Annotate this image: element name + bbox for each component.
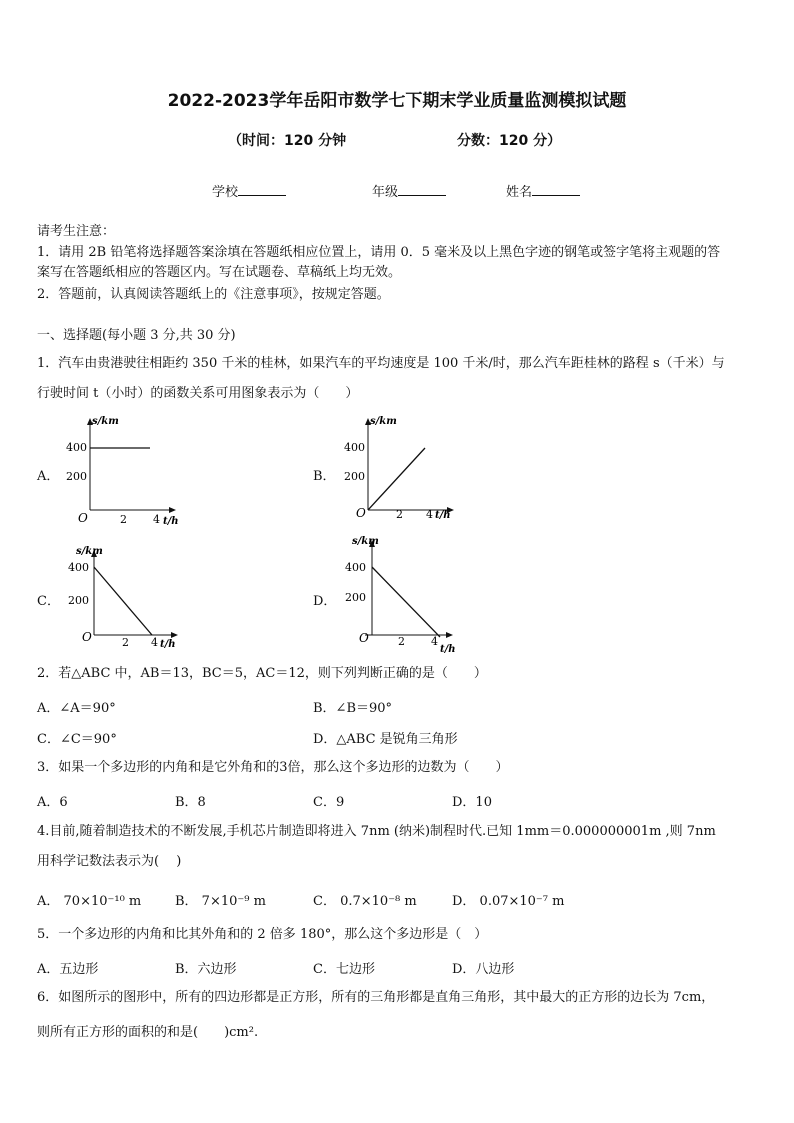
q4-option-a: A． 70×10⁻¹⁰ m [37,894,142,909]
graph-d-y200: 200 [345,591,366,604]
q2-option-c: C．∠C＝90° [37,732,117,747]
q4-text-2: 用科学记数法表示为( ) [37,854,182,869]
q1-option-d-label: D． [313,594,337,609]
q5-option-c: C．七边形 [313,962,375,977]
q1-text-1: 1．汽车由贵港驶往相距约 350 千米的桂林，如果汽车的平均速度是 100 千米/时，那么汽车距桂林的路程 s（千米）与 [37,356,725,371]
page-title: 2022-2023学年岳阳市数学七下期末学业质量监测模拟试题 [167,91,627,111]
graph-b-origin: O [356,506,366,520]
q2-text: 2．若△ABC 中，AB＝13，BC＝5，AC＝12，则下列判断正确的是（ ） [37,666,487,681]
q5-option-a: A．五边形 [37,962,99,977]
q3-option-c: C．9 [313,795,345,810]
graph-b-xlabel: t/h [435,510,451,521]
q6-text-2: 则所有正方形的面积的和是( )cm². [37,1025,259,1040]
q1-option-b-label: B． [313,469,336,484]
q1-option-c-label: C． [37,594,60,609]
notice-line-1: 1．请用 2B 铅笔将选择题答案涂填在答题纸相应位置上，请用 0．5 毫米及以上黑色字迹的钢笔或签字笔将主观题的答 [37,245,721,260]
graph-b [338,410,468,530]
graph-c-x2: 2 [122,636,129,649]
q1-text-2: 行驶时间 t（小时）的函数关系可用图象表示为（ ） [37,386,359,401]
q6-text-1: 6．如图所示的图形中，所有的四边形都是正方形，所有的三角形都是直角三角形，其中最大的正方形的边长为 7cm， [37,990,715,1005]
school-field: 学校 [212,181,286,200]
q5-option-d: D．八边形 [452,962,515,977]
q4-option-c: C． 0.7×10⁻⁸ m [313,894,417,909]
q2-option-a: A．∠A＝90° [37,701,116,716]
graph-d-x4: 4 [431,635,438,648]
q1-option-a-label: A． [37,469,60,484]
graph-d-xlabel: t/h [440,644,456,655]
q4-text-1: 4.目前,随着制造技术的不断发展,手机芯片制造即将进入 7nm (纳米)制程时代.已知 1mm＝0.000000001m ,则 7nm [37,824,716,839]
graph-a-y400: 400 [66,441,87,454]
exam-score: 分数：120 分） [457,133,562,149]
graph-d [337,530,467,660]
notice-line-2: 2．答题前，认真阅读答题纸上的《注意事项》，按规定答题。 [37,287,390,302]
q5-text: 5．一个多边形的内角和比其外角和的 2 倍多 180°，那么这个多边形是（ ） [37,927,488,942]
q4-option-d: D． 0.07×10⁻⁷ m [452,894,565,909]
graph-d-origin: O [359,631,369,645]
q3-option-a: A．6 [37,795,68,810]
graph-c-x4: 4 [151,636,158,649]
q3-text: 3．如果一个多边形的内角和是它外角和的3倍，那么这个多边形的边数为（ ） [37,760,509,775]
notice-line-1b: 案写在答题纸相应的答题区内。写在试题卷、草稿纸上均无效。 [37,265,402,280]
graph-c-ylabel: s/km [76,546,103,557]
notice-heading: 请考生注意： [37,224,116,239]
graph-a-ylabel: s/km [92,416,119,427]
graph-b-ylabel: s/km [370,416,397,427]
q4-option-b: B． 7×10⁻⁹ m [175,894,266,909]
grade-field: 年级 [372,181,446,200]
graph-a-x4: 4 [153,513,160,526]
graph-c-y400: 400 [68,561,89,574]
graph-c [62,540,192,655]
graph-a-xlabel: t/h [163,516,179,527]
graph-d-y400: 400 [345,561,366,574]
q2-option-b: B．∠B＝90° [313,701,393,716]
graph-a-x2: 2 [120,513,127,526]
graph-a-origin: O [78,511,88,525]
graph-b-x2: 2 [396,508,403,521]
name-field: 姓名 [506,181,580,200]
graph-a [60,410,190,530]
graph-c-origin: O [82,630,92,644]
q3-option-b: B．8 [175,795,206,810]
q5-option-b: B．六边形 [175,962,237,977]
graph-b-y400: 400 [344,441,365,454]
q2-option-d: D．△ABC 是锐角三角形 [313,732,458,747]
graph-c-y200: 200 [68,594,89,607]
graph-d-x2: 2 [398,635,405,648]
section-heading: 一、选择题(每小题 3 分,共 30 分) [37,328,236,343]
graph-a-y200: 200 [66,470,87,483]
graph-c-xlabel: t/h [160,639,176,650]
q3-option-d: D．10 [452,795,492,810]
exam-time: （时间：120 分钟 [228,133,347,149]
graph-b-x4: 4 [426,508,433,521]
graph-b-y200: 200 [344,470,365,483]
graph-d-ylabel: s/km [352,536,379,547]
